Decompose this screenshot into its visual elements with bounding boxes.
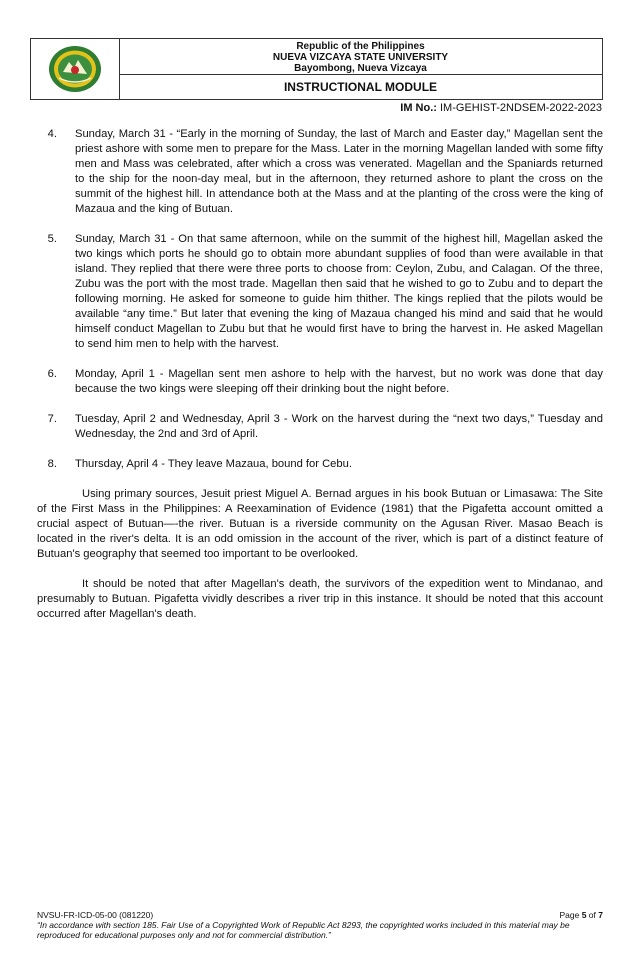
body-paragraph: It should be noted that after Magellan's death, the survivors of the expedition went to Mindanao, and presumably to Butuan. Pigafetta vividly describes a river trip in this instance. It should be noted that this account occurred after Magellan's death. bbox=[37, 578, 603, 620]
university-seal-icon bbox=[47, 44, 103, 94]
list-item-text: Sunday, March 31 - On that same afternoon, while on the summit of the highest hill, Magellan asked the two kings which ports he should go to obtain more abundant supplies of food than were available in that island. They replied that there were three ports to choose from: Ceylon, Zubu, and Calagan. Of the three, Zubu was the port with the most trade. Magellan then said that he wished to go to Zubu and to depart the following morning. He asked for someone to guide him thither. The kings replied that the pilots would be available “any time.” But later that evening the king of Mazaua changed his mind and said that he would himself conduct Magellan to Zubu but that he would first have to bring the harvest in. He asked Magellan to send him men to help with the harvest. bbox=[75, 233, 603, 350]
page-indicator bbox=[559, 910, 603, 920]
list-item-number: 5. bbox=[47, 233, 57, 245]
list-item bbox=[37, 412, 603, 442]
university-name: NUEVA VIZCAYA STATE UNIVERSITY bbox=[272, 52, 449, 63]
list-item-number: 8. bbox=[47, 458, 57, 470]
document-footer bbox=[37, 910, 603, 940]
footer-row bbox=[37, 910, 603, 920]
body-paragraph: Using primary sources, Jesuit priest Miguel A. Bernad argues in his book Butuan or Limasawa: The Site of the First Mass in the Philippines: A Reexamination of Evidence (1981) that the Pigafetta account omitted a crucial aspect of Butuan—-the river. Butuan is a riverside community on the Agusan River. Masao Beach is located in the river's delta. It is an odd omission in the account of the river, which is part of a distinct feature of Butuan's geography that seemed too important to be overlooked. bbox=[37, 488, 603, 560]
university-location: Bayombong, Nueva Vizcaya bbox=[294, 63, 427, 74]
page-label: Page bbox=[559, 910, 580, 920]
list-item-number: 7. bbox=[47, 413, 57, 425]
list-item-number: 4. bbox=[47, 128, 57, 140]
form-code: NVSU-FR-ICD-05-00 (081220) bbox=[37, 910, 154, 920]
im-number bbox=[400, 101, 602, 115]
module-title: INSTRUCTIONAL MODULE bbox=[283, 80, 438, 94]
country-name: Republic of the Philippines bbox=[296, 41, 425, 52]
list-item bbox=[37, 457, 603, 472]
list-item-text: Sunday, March 31 - “Early in the morning of Sunday, the last of March and Easter day,” Magellan sent the priest ashore with some men to prepare for the Mass. Later in the morning Magellan landed with some fifty men and Mass was celebrated, after which a cross was venerated. Magellan and the Spaniards returned to the ship for the noon-day meal, but in the afternoon, they returned ashore to plant the cross on the summit of the highest hill. In attendance both at the Mass and at the planting of the cross were the king of Mazaua and the king of Butuan. bbox=[75, 128, 603, 215]
page-total: 7 bbox=[598, 910, 603, 920]
im-number-label: IM No.: bbox=[400, 102, 437, 114]
list-item-number: 6. bbox=[47, 368, 57, 380]
im-number-value: IM-GEHIST-2NDSEM-2022-2023 bbox=[440, 102, 602, 114]
list-item bbox=[37, 367, 603, 397]
list-item-text: Monday, April 1 - Magellan sent men ashore to help with the harvest, but no work was done that day because the two kings were sleeping off their drinking bout the night before. bbox=[75, 368, 603, 395]
document-header bbox=[30, 38, 603, 100]
page-of: of bbox=[588, 910, 596, 920]
page-current: 5 bbox=[581, 910, 587, 920]
list-item bbox=[37, 232, 603, 352]
list-item-text: Tuesday, April 2 and Wednesday, April 3 - Work on the harvest during the “next two days,” Tuesday and Wednesday, the 2nd and 3rd of April. bbox=[75, 413, 603, 440]
logo-cell bbox=[31, 39, 120, 99]
list-item bbox=[37, 127, 603, 217]
list-item-text: Thursday, April 4 - They leave Mazaua, bound for Cebu. bbox=[75, 458, 352, 470]
copyright-note: “In accordance with section 185. Fair Use of a Copyrighted Work of Republic Act 8293, the copyrighted works included in this material may be reproduced for educational purposes only and not for commercial distribution.” bbox=[37, 920, 570, 940]
header-institution bbox=[119, 39, 602, 75]
document-body bbox=[37, 127, 603, 637]
